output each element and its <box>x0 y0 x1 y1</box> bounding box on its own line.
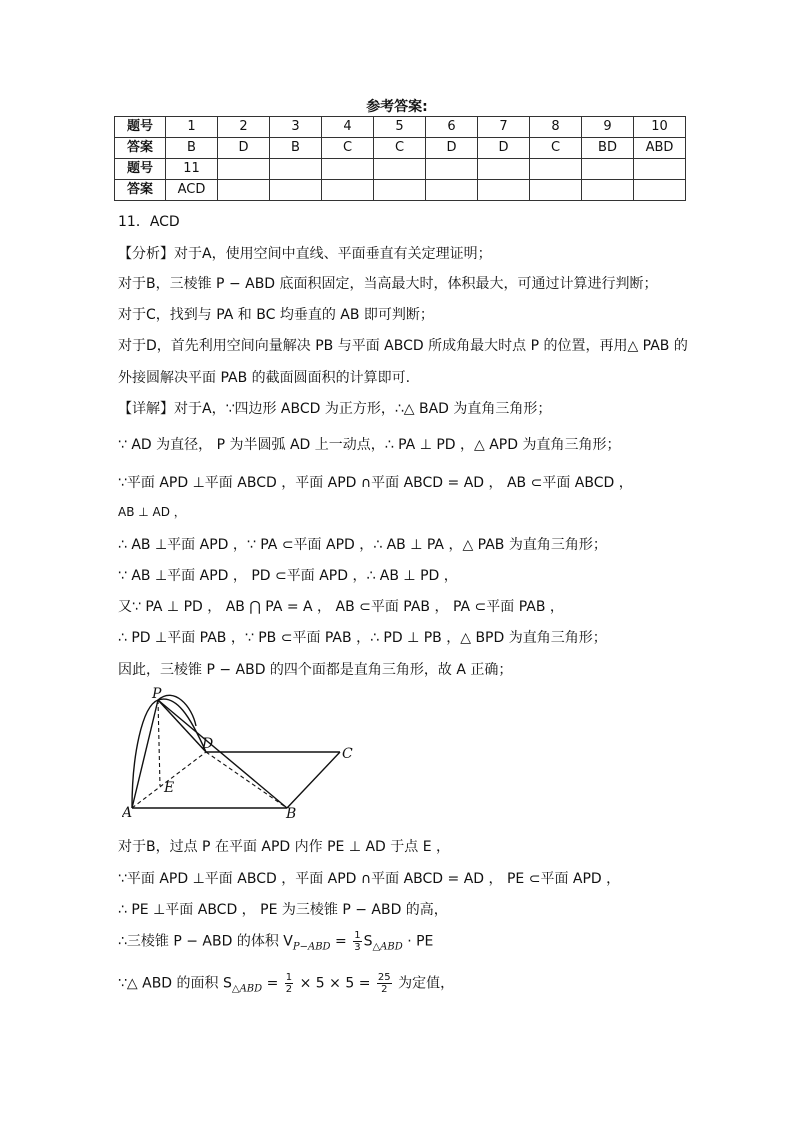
volume-formula <box>118 930 433 953</box>
table-cell <box>634 159 686 180</box>
formula-text: · PE <box>402 933 434 950</box>
table-cell: 8 <box>530 117 582 138</box>
table-cell: 2 <box>218 117 270 138</box>
text-line: ∴ PE ⊥平面 ABCD ， PE 为三棱锥 P − ABD 的高， <box>118 902 448 918</box>
numerator: 1 <box>285 972 293 983</box>
edge-PE <box>158 700 160 786</box>
table-cell <box>322 180 374 201</box>
denominator: 3 <box>354 942 361 953</box>
table-cell: 题号 <box>115 117 166 138</box>
table-cell: D <box>218 138 270 159</box>
table-row <box>115 159 686 180</box>
table-cell: 11 <box>166 159 218 180</box>
table-cell <box>582 180 634 201</box>
table-cell: 1 <box>166 117 218 138</box>
formula-text: 为定值， <box>393 975 455 992</box>
label-P: P <box>152 686 162 702</box>
analysis-line: 【分析】对于A，使用空间中直线、平面垂直有关定理证明； <box>118 246 492 262</box>
text-line: 对于B，三棱锥 P − ABD 底面积固定，当高最大时，体积最大，可通过计算进行判断； <box>118 276 658 292</box>
table-cell: C <box>374 138 426 159</box>
text-line: 对于B，过点 P 在平面 APD 内作 PE ⊥ AD 于点 E ， <box>118 839 451 855</box>
numerator: 1 <box>354 930 361 941</box>
formula-text: S <box>363 933 373 950</box>
table-cell <box>322 159 374 180</box>
table-cell: 5 <box>374 117 426 138</box>
page-title: 参考答案: <box>366 99 428 115</box>
table-cell: BD <box>582 138 634 159</box>
table-cell <box>634 180 686 201</box>
table-cell: 题号 <box>115 159 166 180</box>
fraction <box>377 972 392 995</box>
formula-text: = <box>330 933 352 950</box>
text-line: 因此，三棱锥 P − ABD 的四个面都是直角三角形，故 A 正确； <box>118 662 513 678</box>
denominator: 2 <box>285 984 293 995</box>
numerator: 25 <box>377 972 391 983</box>
table-cell <box>218 180 270 201</box>
table-cell <box>582 159 634 180</box>
table-row <box>115 138 686 159</box>
formula-text: × 5 × 5 = <box>295 975 375 992</box>
table-cell <box>530 159 582 180</box>
table-row <box>115 180 686 201</box>
table-cell <box>530 180 582 201</box>
table-cell: 3 <box>270 117 322 138</box>
text-line: 对于D，首先利用空间向量解决 PB 与平面 ABCD 所成角最大时点 P 的位置，再用△ PAB 的 <box>118 338 688 354</box>
table-cell: 答案 <box>115 180 166 201</box>
text-line: 外接圆解决平面 PAB 的截面圆面积的计算即可. <box>118 370 411 386</box>
table-cell: C <box>322 138 374 159</box>
table-cell: ABD <box>634 138 686 159</box>
subscript: △ABD <box>231 983 263 995</box>
table-cell <box>374 159 426 180</box>
label-E: E <box>164 780 175 796</box>
table-cell: 7 <box>478 117 530 138</box>
table-cell <box>426 180 478 201</box>
text-line: ∵ AD 为直径， P 为半圆弧 AD 上一动点，∴ PA ⊥ PD ，△ APD 为直角三角形； <box>118 437 621 453</box>
answer-line: 11．ACD <box>118 214 180 230</box>
table-cell: B <box>166 138 218 159</box>
label-C: C <box>342 746 353 762</box>
fraction <box>353 930 361 953</box>
text-line: ∴ PD ⊥平面 PAB ，∵ PB ⊂平面 PAB ，∴ PD ⊥ PB ，△ BPD 为直角三角形； <box>118 630 607 646</box>
table-cell: 答案 <box>115 138 166 159</box>
text-line: ∵ AB ⊥平面 APD ， PD ⊂平面 APD ，∴ AB ⊥ PD ， <box>118 568 458 584</box>
label-B: B <box>286 806 297 820</box>
area-formula <box>118 972 454 995</box>
denominator: 2 <box>381 984 388 995</box>
table-cell <box>218 159 270 180</box>
text-line: 又∵ PA ⊥ PD ， AB ⋂ PA = A ， AB ⊂平面 PAB ， PA ⊂平面 PAB ， <box>118 599 564 615</box>
table-cell: 10 <box>634 117 686 138</box>
text-line: AB ⊥ AD ， <box>118 505 186 519</box>
label-D: D <box>202 736 214 752</box>
table-cell <box>374 180 426 201</box>
text-line: ∵平面 APD ⊥平面 ABCD ，平面 APD ∩平面 ABCD = AD ， AB ⊂平面 ABCD ， <box>118 475 633 491</box>
table-cell: D <box>426 138 478 159</box>
edge-DB <box>206 752 287 808</box>
answer-table <box>114 116 686 201</box>
table-cell <box>270 180 322 201</box>
label-A: A <box>122 805 133 820</box>
edge-BC <box>287 752 340 808</box>
text-line: ∵平面 APD ⊥平面 ABCD ，平面 APD ∩平面 ABCD = AD ， PE ⊂平面 APD ， <box>118 871 621 887</box>
table-cell <box>426 159 478 180</box>
table-cell: ACD <box>166 180 218 201</box>
table-cell: B <box>270 138 322 159</box>
formula-text: = <box>262 975 283 992</box>
table-cell: 6 <box>426 117 478 138</box>
text-line: 对于C，找到与 PA 和 BC 均垂直的 AB 即可判断； <box>118 307 434 323</box>
subscript: P−ABD <box>292 941 331 953</box>
table-cell <box>478 180 530 201</box>
subscript: △ABD <box>372 941 403 953</box>
formula-text: ∵△ ABD 的面积 S <box>118 975 232 992</box>
edge-PB <box>158 700 287 808</box>
table-row <box>115 117 686 138</box>
detail-line: 【详解】对于A，∵四边形 ABCD 为正方形，∴△ BAD 为直角三角形； <box>118 401 552 417</box>
fraction <box>285 972 293 995</box>
table-cell: D <box>478 138 530 159</box>
table-cell: 9 <box>582 117 634 138</box>
table-cell <box>270 159 322 180</box>
formula-text: ∴三棱锥 P − ABD 的体积 V <box>118 933 293 950</box>
pyramid-figure <box>122 686 362 820</box>
table-cell <box>478 159 530 180</box>
text-line: ∴ AB ⊥平面 APD ，∵ PA ⊂平面 APD ，∴ AB ⊥ PA ，△ PAB 为直角三角形； <box>118 537 607 553</box>
table-cell: 4 <box>322 117 374 138</box>
table-cell: C <box>530 138 582 159</box>
